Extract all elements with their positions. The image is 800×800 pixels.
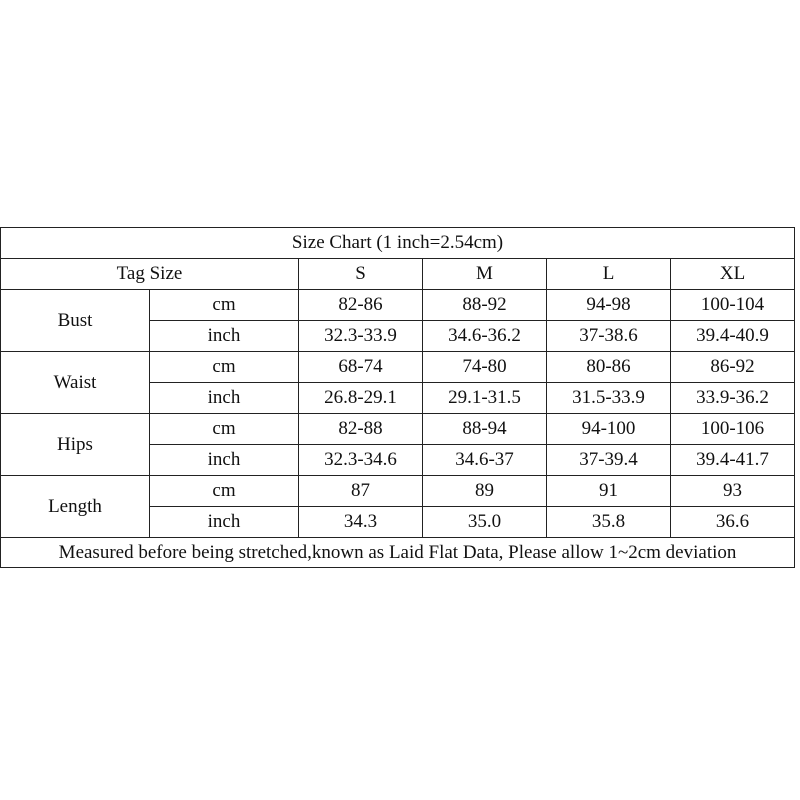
value-cell: 32.3-34.6 (299, 445, 423, 476)
unit-label: inch (150, 321, 299, 352)
measurement-label-hips: Hips (1, 414, 150, 476)
measurement-label-waist: Waist (1, 352, 150, 414)
value-cell: 82-88 (299, 414, 423, 445)
value-cell: 37-38.6 (547, 321, 671, 352)
value-cell: 33.9-36.2 (671, 383, 795, 414)
size-chart-table (0, 227, 795, 568)
unit-label: cm (150, 476, 299, 507)
value-cell: 94-98 (547, 290, 671, 321)
unit-label: inch (150, 383, 299, 414)
value-cell: 80-86 (547, 352, 671, 383)
deviation-note: Measured before being stretched,known as Laid Flat Data, Please allow 1~2cm deviation (1, 538, 795, 568)
header-row (1, 259, 795, 290)
title-row (1, 228, 795, 259)
size-header-s: S (299, 259, 423, 290)
unit-label: inch (150, 507, 299, 538)
measurement-label-bust: Bust (1, 290, 150, 352)
unit-label: cm (150, 414, 299, 445)
value-cell: 88-94 (423, 414, 547, 445)
chart-title: Size Chart (1 inch=2.54cm) (1, 228, 795, 259)
value-cell: 35.8 (547, 507, 671, 538)
value-cell: 34.6-37 (423, 445, 547, 476)
length-cm-row (1, 476, 795, 507)
value-cell: 100-104 (671, 290, 795, 321)
value-cell: 35.0 (423, 507, 547, 538)
value-cell: 74-80 (423, 352, 547, 383)
value-cell: 91 (547, 476, 671, 507)
tag-size-header: Tag Size (1, 259, 299, 290)
value-cell: 31.5-33.9 (547, 383, 671, 414)
value-cell: 34.3 (299, 507, 423, 538)
value-cell: 68-74 (299, 352, 423, 383)
value-cell: 100-106 (671, 414, 795, 445)
value-cell: 26.8-29.1 (299, 383, 423, 414)
size-header-xl: XL (671, 259, 795, 290)
value-cell: 39.4-41.7 (671, 445, 795, 476)
value-cell: 88-92 (423, 290, 547, 321)
value-cell: 87 (299, 476, 423, 507)
value-cell: 89 (423, 476, 547, 507)
size-header-m: M (423, 259, 547, 290)
unit-label: cm (150, 352, 299, 383)
waist-cm-row (1, 352, 795, 383)
value-cell: 86-92 (671, 352, 795, 383)
note-row (1, 538, 795, 568)
value-cell: 39.4-40.9 (671, 321, 795, 352)
unit-label: inch (150, 445, 299, 476)
value-cell: 29.1-31.5 (423, 383, 547, 414)
hips-cm-row (1, 414, 795, 445)
value-cell: 34.6-36.2 (423, 321, 547, 352)
value-cell: 93 (671, 476, 795, 507)
value-cell: 36.6 (671, 507, 795, 538)
size-header-l: L (547, 259, 671, 290)
measurement-label-length: Length (1, 476, 150, 538)
unit-label: cm (150, 290, 299, 321)
bust-cm-row (1, 290, 795, 321)
value-cell: 94-100 (547, 414, 671, 445)
value-cell: 82-86 (299, 290, 423, 321)
value-cell: 37-39.4 (547, 445, 671, 476)
value-cell: 32.3-33.9 (299, 321, 423, 352)
